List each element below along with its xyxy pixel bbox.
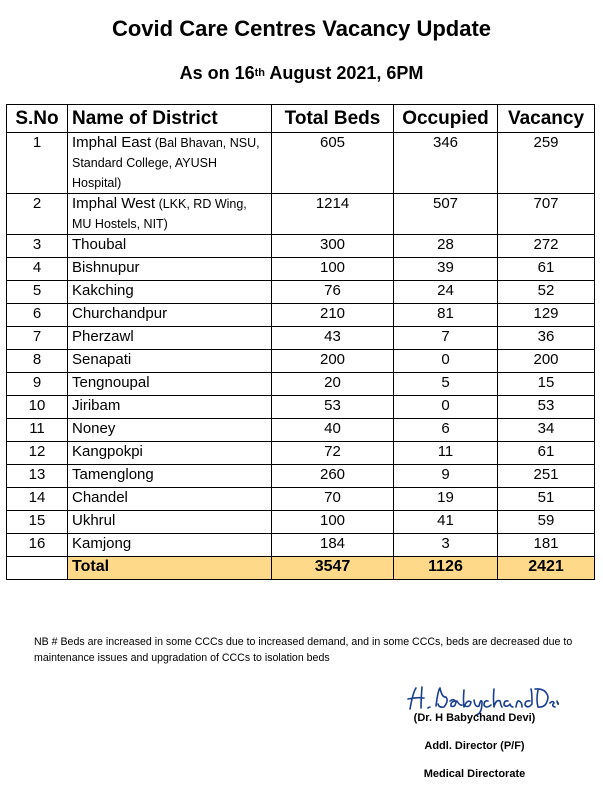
vacancy-table xyxy=(6,104,595,580)
cell-occupied: 11 xyxy=(394,442,498,465)
cell-district xyxy=(68,133,272,194)
cell-sno: 4 xyxy=(7,258,68,281)
cell-district xyxy=(68,534,272,557)
cell-vacancy: 181 xyxy=(498,534,595,557)
cell-vacancy: 707 xyxy=(498,194,595,235)
cell-total-beds: 100 xyxy=(272,258,394,281)
signature-block xyxy=(382,684,567,788)
cell-sno: 9 xyxy=(7,373,68,396)
cell-total-beds: 53 xyxy=(272,396,394,419)
table-row xyxy=(7,465,595,488)
cell-district xyxy=(68,258,272,281)
table-row xyxy=(7,194,595,235)
cell-occupied: 7 xyxy=(394,327,498,350)
cell-total-beds: 200 xyxy=(272,350,394,373)
district-name: Jiribam xyxy=(72,397,121,414)
signatory-designation: Addl. Director (P/F) xyxy=(424,740,525,752)
district-name: Senapati xyxy=(72,351,132,368)
cell-district xyxy=(68,350,272,373)
cell-total-blank xyxy=(7,557,68,580)
cell-occupied: 0 xyxy=(394,396,498,419)
cell-total-beds: 76 xyxy=(272,281,394,304)
cell-vacancy: 53 xyxy=(498,396,595,419)
cell-district xyxy=(68,194,272,235)
table-row xyxy=(7,419,595,442)
table-row xyxy=(7,396,595,419)
table-row xyxy=(7,133,595,194)
table-row xyxy=(7,442,595,465)
cell-occupied: 81 xyxy=(394,304,498,327)
district-centres: (Bal Bhavan, NSU, Standard College, AYUSH Hospital) xyxy=(72,136,260,190)
cell-occupied: 41 xyxy=(394,511,498,534)
cell-vacancy: 59 xyxy=(498,511,595,534)
cell-sno: 12 xyxy=(7,442,68,465)
signatory-office: Medical Directorate xyxy=(423,768,526,780)
table-row xyxy=(7,327,595,350)
cell-total-beds-sum: 3547 xyxy=(272,557,394,580)
cell-vacancy: 259 xyxy=(498,133,595,194)
cell-total-beds: 20 xyxy=(272,373,394,396)
cell-total-beds: 70 xyxy=(272,488,394,511)
table-row xyxy=(7,488,595,511)
cell-district xyxy=(68,511,272,534)
cell-district xyxy=(68,442,272,465)
cell-sno: 7 xyxy=(7,327,68,350)
cell-total-beds: 210 xyxy=(272,304,394,327)
cell-vacancy: 15 xyxy=(498,373,595,396)
table-body xyxy=(7,133,595,580)
cell-total-label: Total xyxy=(68,557,272,580)
table-row xyxy=(7,258,595,281)
cell-vacancy: 129 xyxy=(498,304,595,327)
cell-vacancy: 251 xyxy=(498,465,595,488)
cell-district xyxy=(68,396,272,419)
district-name: Imphal East xyxy=(72,134,152,151)
subtitle-time: August 2021, 6PM xyxy=(265,63,424,83)
cell-total-beds: 605 xyxy=(272,133,394,194)
cell-sno: 13 xyxy=(7,465,68,488)
cell-occupied: 507 xyxy=(394,194,498,235)
cell-total-beds: 1214 xyxy=(272,194,394,235)
cell-vacancy: 61 xyxy=(498,258,595,281)
cell-vacancy: 272 xyxy=(498,235,595,258)
district-name: Imphal West xyxy=(72,195,156,212)
cell-total-beds: 260 xyxy=(272,465,394,488)
district-name: Churchandpur xyxy=(72,305,168,322)
cell-occupied: 3 xyxy=(394,534,498,557)
cell-sno: 1 xyxy=(7,133,68,194)
cell-occupied: 9 xyxy=(394,465,498,488)
cell-sno: 2 xyxy=(7,194,68,235)
district-name: Pherzawl xyxy=(72,328,134,345)
cell-district xyxy=(68,419,272,442)
district-name: Kangpokpi xyxy=(72,443,143,460)
cell-occupied: 19 xyxy=(394,488,498,511)
cell-sno: 6 xyxy=(7,304,68,327)
header-occupied: Occupied xyxy=(394,105,498,133)
district-name: Bishnupur xyxy=(72,259,140,276)
cell-total-beds: 72 xyxy=(272,442,394,465)
cell-total-occupied-sum: 1126 xyxy=(394,557,498,580)
total-row xyxy=(7,557,595,580)
header-sno: S.No xyxy=(7,105,68,133)
header-district: Name of District xyxy=(68,105,272,133)
header-vacancy: Vacancy xyxy=(498,105,595,133)
cell-occupied: 5 xyxy=(394,373,498,396)
cell-sno: 16 xyxy=(7,534,68,557)
document-title: Covid Care Centres Vacancy Update xyxy=(111,16,492,41)
cell-vacancy: 36 xyxy=(498,327,595,350)
cell-vacancy: 51 xyxy=(498,488,595,511)
table-row xyxy=(7,511,595,534)
cell-sno: 3 xyxy=(7,235,68,258)
cell-occupied: 24 xyxy=(394,281,498,304)
document-subtitle xyxy=(0,60,603,86)
table-row xyxy=(7,235,595,258)
district-name: Tengnoupal xyxy=(72,374,150,391)
cell-district xyxy=(68,235,272,258)
cell-total-vacancy-sum: 2421 xyxy=(498,557,595,580)
cell-district xyxy=(68,327,272,350)
district-name: Noney xyxy=(72,420,116,437)
subtitle-date: As on 16 xyxy=(179,63,255,83)
cell-total-beds: 184 xyxy=(272,534,394,557)
district-name: Kakching xyxy=(72,282,134,299)
table-row xyxy=(7,373,595,396)
signatory-name: (Dr. H Babychand Devi) xyxy=(413,712,536,724)
cell-sno: 11 xyxy=(7,419,68,442)
cell-total-beds: 300 xyxy=(272,235,394,258)
cell-total-beds: 43 xyxy=(272,327,394,350)
cell-occupied: 346 xyxy=(394,133,498,194)
district-name: Kamjong xyxy=(72,535,132,552)
district-name: Thoubal xyxy=(72,236,127,253)
cell-district xyxy=(68,281,272,304)
cell-vacancy: 61 xyxy=(498,442,595,465)
district-name: Tamenglong xyxy=(72,466,154,483)
table-row xyxy=(7,304,595,327)
cell-district xyxy=(68,304,272,327)
cell-sno: 14 xyxy=(7,488,68,511)
cell-occupied: 0 xyxy=(394,350,498,373)
cell-sno: 8 xyxy=(7,350,68,373)
table-header-row xyxy=(7,105,595,133)
cell-occupied: 39 xyxy=(394,258,498,281)
subtitle-ordinal: th xyxy=(254,67,266,79)
footnote: NB # Beds are increased in some CCCs due to increased demand, and in some CCCs, beds are decreased due to maintenance issues and upgradation of CCCs to isolation beds xyxy=(34,636,573,664)
table-row xyxy=(7,534,595,557)
district-centres: (LKK, RD Wing, MU Hostels, NIT) xyxy=(72,197,247,231)
cell-vacancy: 52 xyxy=(498,281,595,304)
cell-occupied: 28 xyxy=(394,235,498,258)
district-name: Ukhrul xyxy=(72,512,116,529)
cell-occupied: 6 xyxy=(394,419,498,442)
header-total-beds: Total Beds xyxy=(272,105,394,133)
cell-district xyxy=(68,373,272,396)
cell-total-beds: 40 xyxy=(272,419,394,442)
table-row xyxy=(7,350,595,373)
cell-vacancy: 200 xyxy=(498,350,595,373)
cell-sno: 10 xyxy=(7,396,68,419)
cell-sno: 15 xyxy=(7,511,68,534)
district-name: Chandel xyxy=(72,489,128,506)
cell-sno: 5 xyxy=(7,281,68,304)
table-row xyxy=(7,281,595,304)
cell-vacancy: 34 xyxy=(498,419,595,442)
cell-total-beds: 100 xyxy=(272,511,394,534)
cell-district xyxy=(68,465,272,488)
cell-district xyxy=(68,488,272,511)
